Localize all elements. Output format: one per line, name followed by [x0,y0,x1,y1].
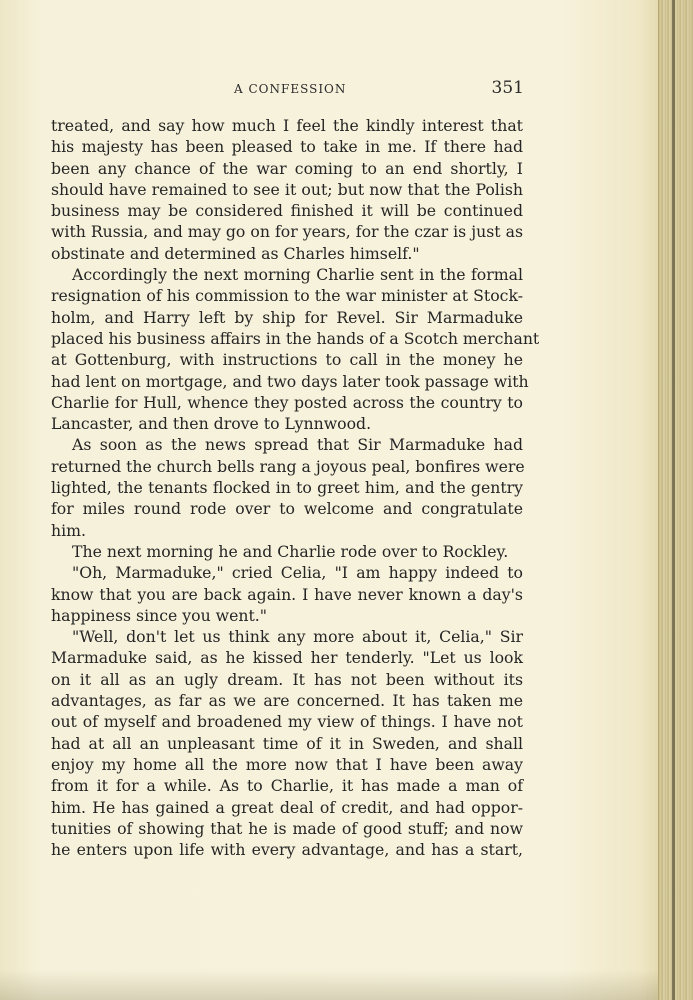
page-number: 351 [491,78,524,98]
text-line: lighted, the tenants flocked in to greet him, and the gentry [51,478,523,498]
text-line: holm, and Harry left by ship for Revel. Sir Marmaduke [51,307,523,327]
text-line: his majesty has been pleased to take in me. If there had [51,137,523,157]
text-line: returned the church bells rang a joyous peal, bonfires were [51,456,525,476]
text-line: should have remained to see it out; but now that the Polish [51,179,523,199]
text-line: obstinate and determined as Charles himself." [51,243,420,263]
running-title: A CONFESSION [234,82,347,96]
text-line: resignation of his commission to the war minister at Stock- [51,286,523,306]
running-head [50,78,524,102]
page-edge [658,0,693,1000]
text-line: out of myself and broadened my view of things. I have not [51,712,523,732]
text-line: at Gottenburg, with instructions to call in the money he [51,350,523,370]
text-line: him. [51,520,86,540]
text-line: him. He has gained a great deal of credit, and had oppor- [51,797,523,817]
text-line: Marmaduke said, as he kissed her tenderly. "Let us look [51,648,523,668]
text-line: from it for a while. As to Charlie, it has made a man of [51,776,523,796]
page-edge-line [672,0,675,1000]
text-line: The next morning he and Charlie rode over to Rockley. [72,541,509,561]
text-line: As soon as the news spread that Sir Marmaduke had [72,435,523,455]
text-line: he enters upon life with every advantage, and has a start, [51,840,523,860]
text-line: with Russia, and may go on for years, for the czar is just as [51,222,523,242]
text-line: for miles round rode over to welcome and congratulate [51,499,523,519]
text-line: Accordingly the next morning Charlie sent in the formal [72,265,523,285]
text-line: advantages, as far as we are concerned. It has taken me [51,691,523,711]
text-line: "Oh, Marmaduke," cried Celia, "I am happy indeed to [72,563,523,583]
text-line: "Well, don't let us think any more about it, Celia," Sir [72,627,523,647]
text-line: had lent on mortgage, and two days later took passage with [51,371,529,391]
text-line: on it all as an ugly dream. It has not been without its [51,669,523,689]
text-line: placed his business affairs in the hands of a Scotch merchant [51,328,540,348]
text-line: know that you are back again. I have never known a day's [51,584,523,604]
text-line: had at all an unpleasant time of it in Sweden, and shall [51,733,523,753]
body-text [51,115,540,860]
text-line: treated, and say how much I feel the kindly interest that [51,116,523,135]
text-line: Lancaster, and then drove to Lynnwood. [51,414,372,434]
text-line: tunities of showing that he is made of good stuff; and now [51,818,523,838]
text-line: enjoy my home all the more now that I have been away [51,754,523,774]
text-line: happiness since you went." [51,605,267,625]
text-line: Charlie for Hull, whence they posted across the country to [51,392,523,412]
text-line: been any chance of the war coming to an end shortly, I [51,158,523,178]
page-bottom-shadow [0,970,660,1000]
text-line: business may be considered finished it will be continued [51,201,523,221]
